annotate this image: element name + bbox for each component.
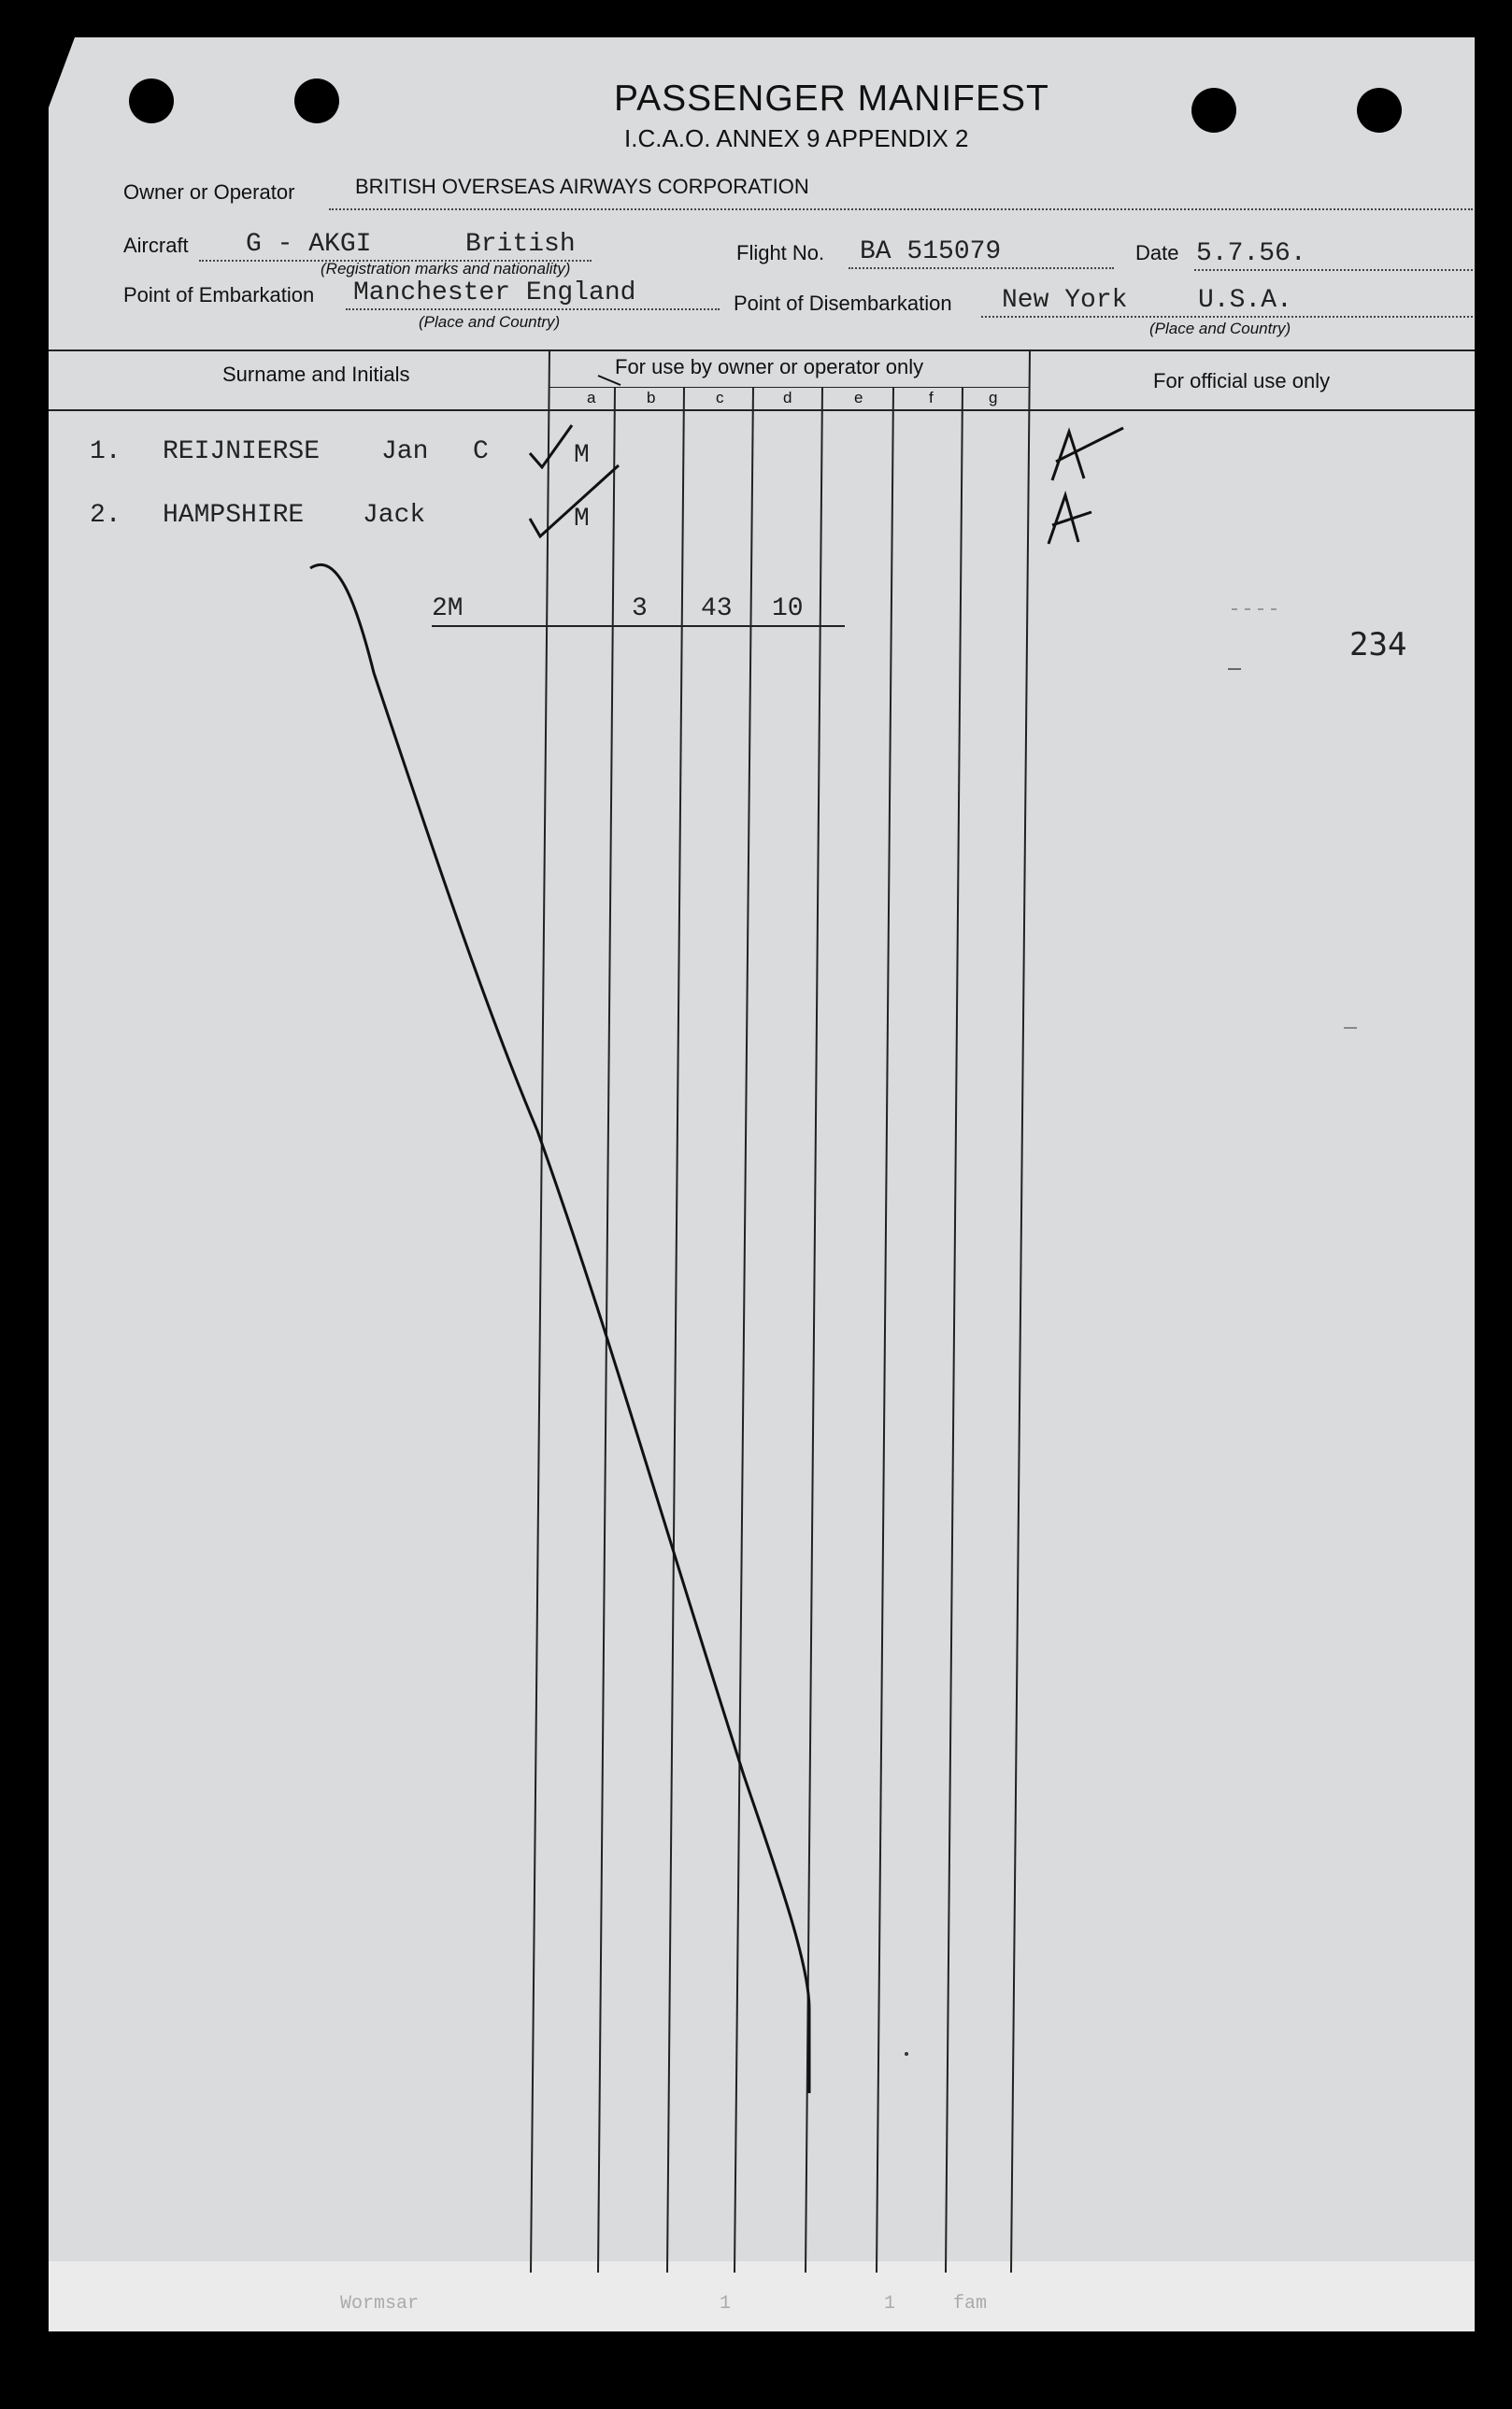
stamp-number: 234 (1349, 626, 1407, 663)
footer-faint-text: Wormsar (340, 2293, 420, 2315)
date-value: 5.7.56. (1196, 239, 1306, 268)
disembarkation-label: Point of Disembarkation (734, 292, 952, 315)
subcol-c: c (716, 389, 724, 406)
col-a-value: M (574, 505, 590, 534)
subcol-b: b (647, 389, 656, 406)
passenger-given-name: Jan (381, 437, 429, 466)
aircraft-nationality: British (465, 230, 576, 259)
flight-value: BA 515079 (860, 237, 1002, 266)
aircraft-label: Aircraft (123, 234, 189, 257)
disembarkation-country: U.S.A. (1198, 286, 1292, 315)
subcol-f: f (929, 389, 934, 406)
document-title: PASSENGER MANIFEST (614, 78, 1049, 119)
disembarkation-note: (Place and Country) (1149, 320, 1291, 337)
passenger-surname: REIJNIERSE (163, 437, 321, 466)
embarkation-label: Point of Embarkation (123, 283, 315, 306)
subcol-e: e (854, 389, 863, 406)
totals-c: 43 (701, 594, 733, 623)
row-number: 1. (90, 437, 121, 466)
row-number: 2. (90, 501, 121, 530)
footer-faint-text: fam (953, 2293, 988, 2315)
totals-b: 3 (632, 594, 648, 623)
date-label: Date (1135, 241, 1179, 264)
col-operator-header: For use by owner or operator only (615, 355, 924, 378)
owner-label: Owner or Operator (123, 180, 295, 204)
embarkation-note: (Place and Country) (419, 313, 561, 331)
aircraft-value: G - AKGI (246, 230, 372, 259)
registration-note: (Registration marks and nationality) (321, 260, 571, 278)
footer-faint-text: 1 (884, 2293, 896, 2315)
document-subtitle: I.C.A.O. ANNEX 9 APPENDIX 2 (624, 124, 969, 152)
subcol-g: g (989, 389, 998, 406)
footer-faint-text: 1 (720, 2293, 732, 2315)
totals-label: 2M (432, 594, 464, 623)
col-official-header: For official use only (1153, 369, 1331, 392)
disembarkation-city: New York (1002, 286, 1128, 315)
totals-d: 10 (772, 594, 804, 623)
passenger-initial: C (473, 437, 489, 466)
owner-value: BRITISH OVERSEAS AIRWAYS CORPORATION (355, 175, 809, 198)
col-surname-header: Surname and Initials (222, 363, 410, 386)
col-a-value: M (574, 441, 590, 470)
subcol-d: d (783, 389, 792, 406)
flight-label: Flight No. (736, 241, 825, 264)
embarkation-value: Manchester England (353, 278, 636, 307)
subcol-a: a (587, 389, 596, 406)
passenger-given-name: Jack (363, 501, 426, 530)
passenger-surname: HAMPSHIRE (163, 501, 305, 530)
